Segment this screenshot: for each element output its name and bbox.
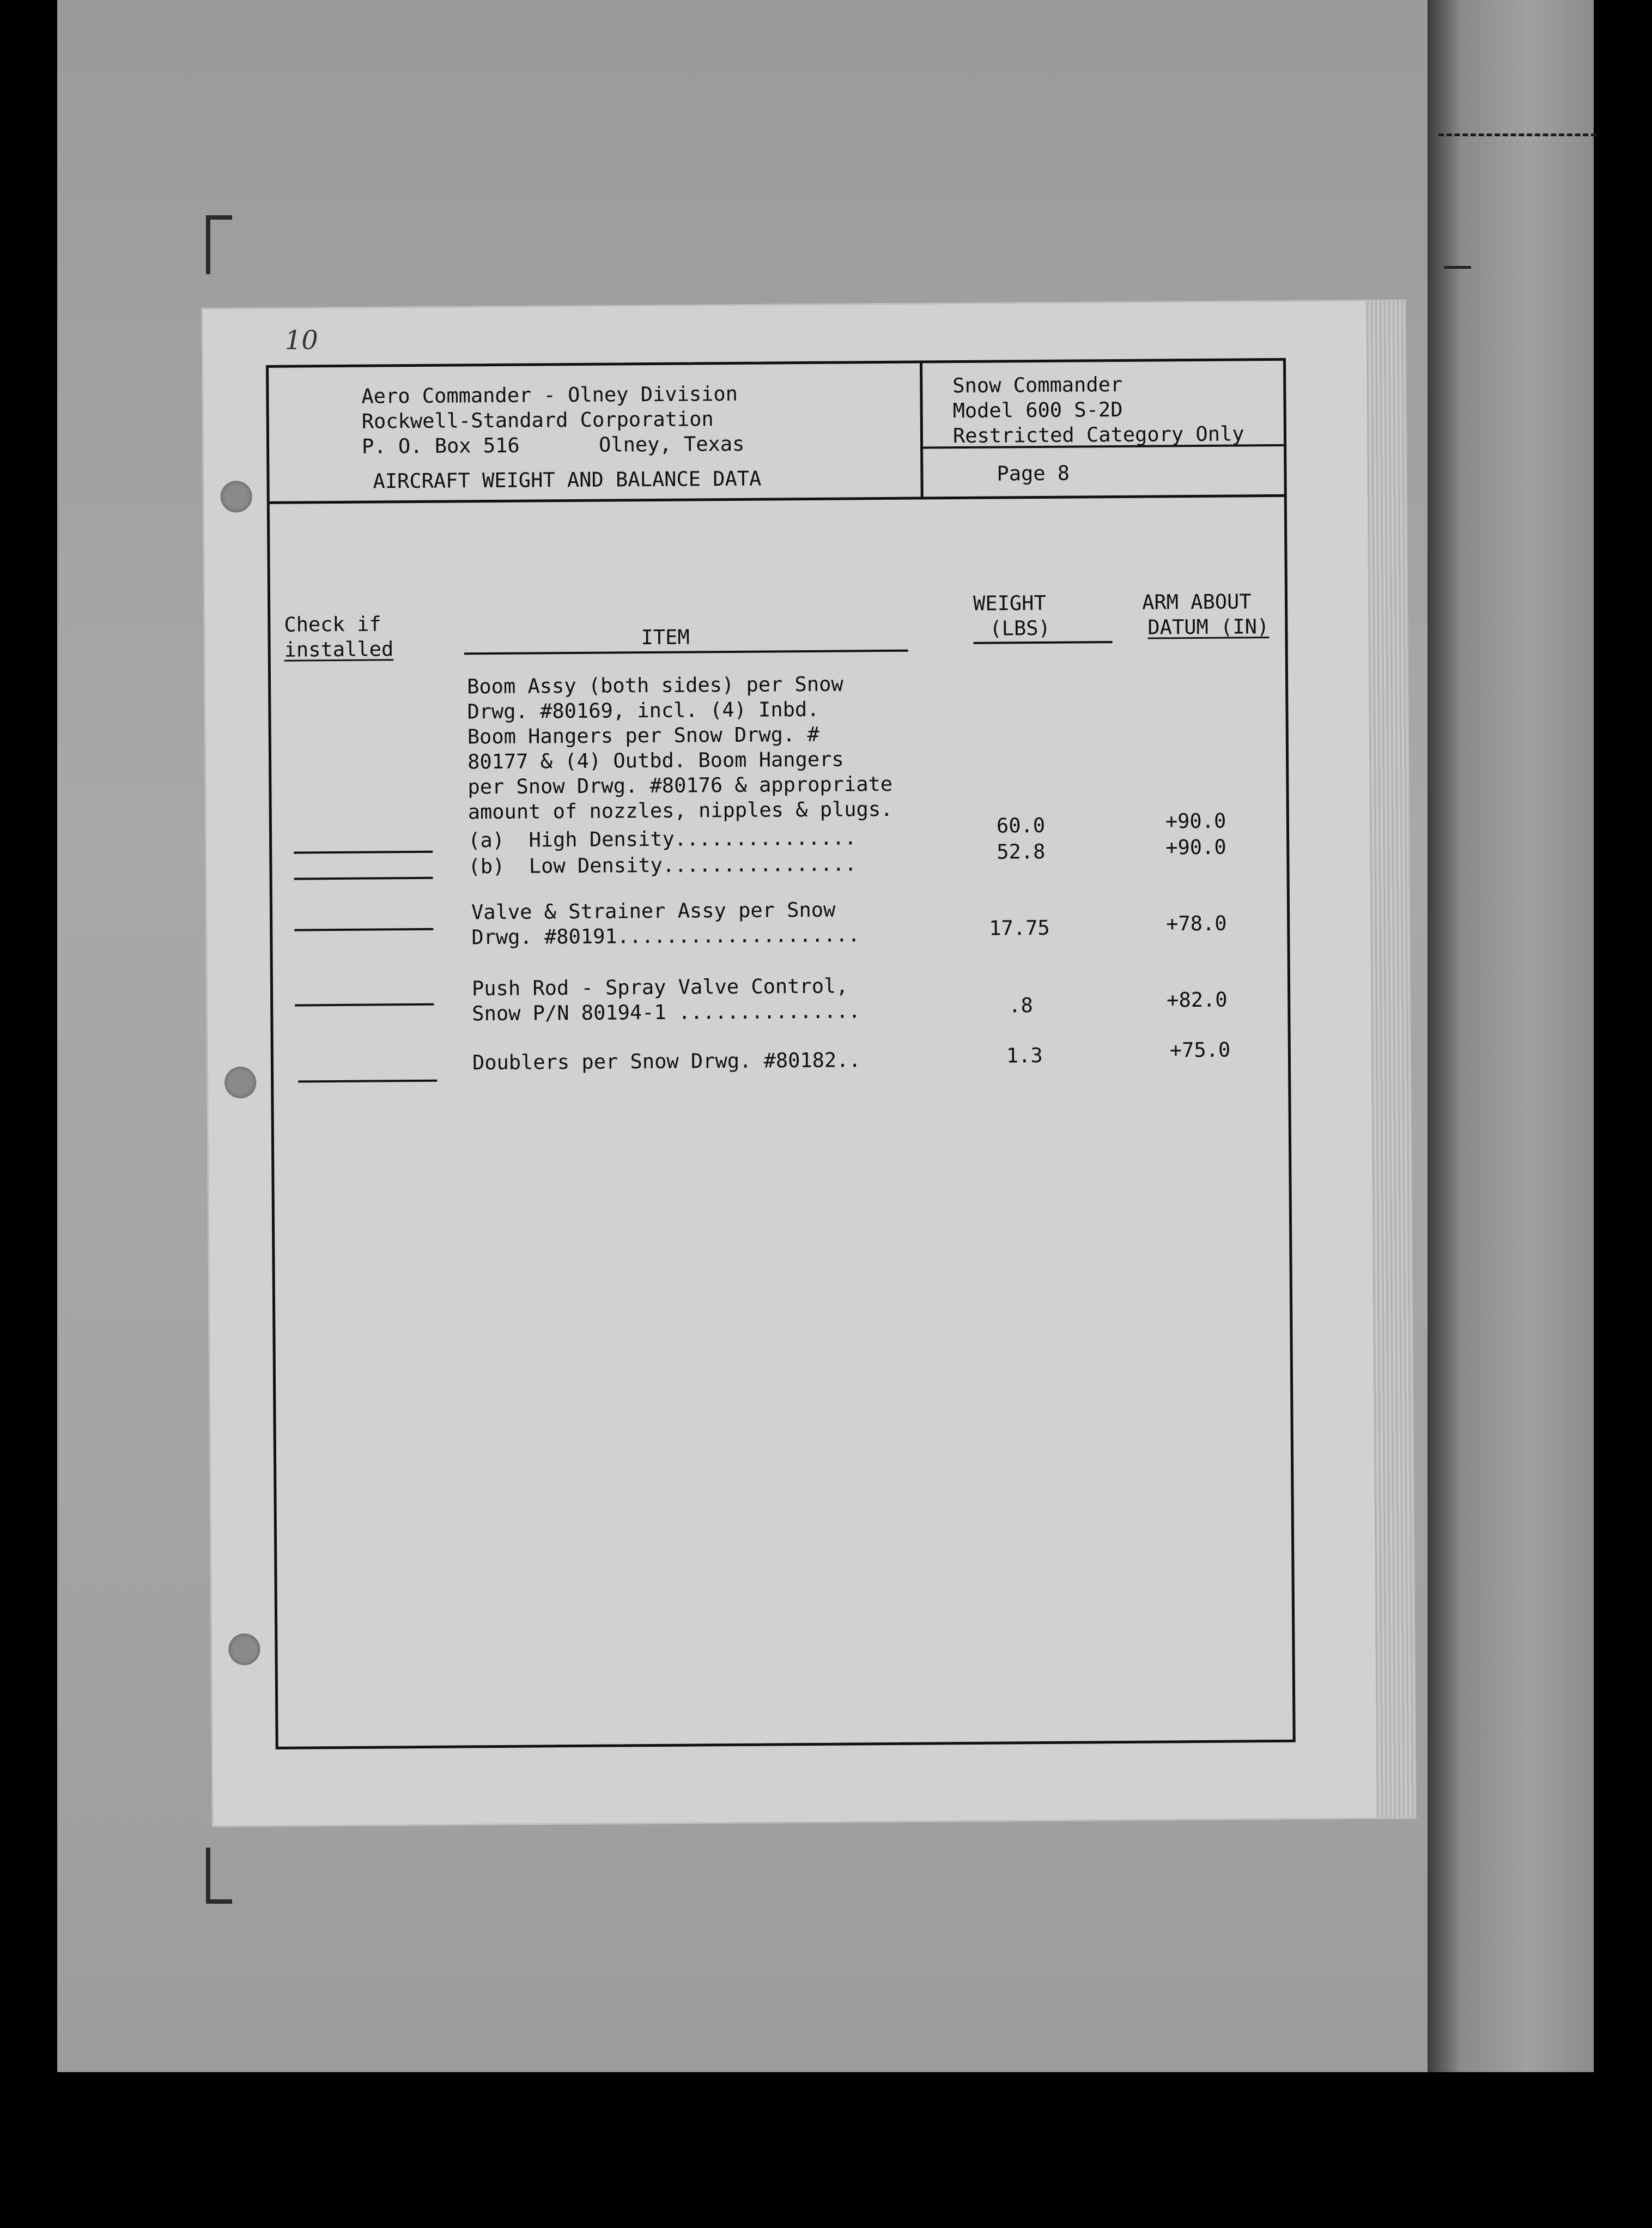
header-divider	[920, 364, 924, 497]
check-header-line2: installed	[284, 637, 394, 662]
product-name: Snow Commander	[952, 372, 1123, 398]
item1b-arm: +90.0	[1165, 835, 1226, 859]
item3-arm: +82.0	[1167, 988, 1228, 1012]
item2-desc-line: Valve & Strainer Assy per Snow	[471, 898, 836, 924]
model-number: Model 600 S-2D	[952, 397, 1123, 423]
company-line2: Rockwell-Standard Corporation	[361, 407, 714, 433]
weight-header-rule	[974, 641, 1113, 644]
item-header-rule	[464, 650, 908, 655]
check-blank-a[interactable]	[294, 851, 433, 854]
item2-desc-line: Drwg. #80191....................	[471, 923, 860, 949]
item1b-weight: 52.8	[997, 839, 1046, 864]
corner-bracket-bottom	[206, 1848, 232, 1904]
punch-hole	[228, 1633, 260, 1665]
page-label: Page 8	[997, 461, 1070, 486]
item3-desc-line: Push Rod - Spray Valve Control,	[471, 974, 848, 1001]
item1-desc-line: 80177 & (4) Outbd. Boom Hangers	[467, 747, 844, 774]
form-frame	[266, 358, 1296, 1749]
item1b-label: (b) Low Density................	[468, 852, 857, 879]
item1-desc-line: Boom Hangers per Snow Drwg. #	[467, 722, 819, 749]
company-line1: Aero Commander - Olney Division	[361, 382, 738, 408]
arm-header-line1: ARM ABOUT	[1141, 590, 1252, 614]
edge-tick-mark	[1444, 266, 1471, 269]
item1-desc-line: amount of nozzles, nipples & plugs.	[467, 797, 893, 824]
corner-bracket-top	[206, 215, 232, 274]
check-blank-pushrod[interactable]	[295, 1003, 434, 1007]
header-rule	[270, 494, 1284, 504]
check-blank-doublers[interactable]	[298, 1080, 437, 1083]
check-blank-b[interactable]	[294, 877, 433, 880]
item3-desc-line: Snow P/N 80194-1 ...............	[472, 999, 861, 1026]
item1-desc-line: Boom Assy (both sides) per Snow	[467, 672, 843, 699]
weight-header-line2: (LBS)	[989, 616, 1050, 640]
dashed-mark	[1438, 134, 1596, 136]
weight-header-line1: WEIGHT	[973, 591, 1046, 615]
item1a-label: (a) High Density...............	[467, 826, 857, 852]
punch-hole	[221, 481, 252, 512]
arm-header-line2: DATUM (IN)	[1147, 615, 1270, 639]
item1-desc-line: per Snow Drwg. #80176 & appropriate	[467, 772, 893, 799]
item4-desc-line: Doublers per Snow Drwg. #80182..	[472, 1048, 861, 1075]
address-pobox: P. O. Box 516	[361, 433, 520, 458]
item3-weight: .8	[1009, 994, 1033, 1018]
item1a-arm: +90.0	[1165, 809, 1226, 833]
item4-arm: +75.0	[1169, 1038, 1231, 1062]
item1-desc-line: Drwg. #80169, incl. (4) Inbd.	[467, 697, 819, 724]
check-header-line1: Check if	[284, 612, 381, 637]
address-city: Olney, Texas	[598, 432, 745, 457]
category-note: Restricted Category Only	[952, 422, 1244, 448]
form-title: AIRCRAFT WEIGHT AND BALANCE DATA	[373, 467, 762, 493]
item2-weight: 17.75	[989, 916, 1050, 940]
weight-balance-sheet	[203, 301, 1414, 1825]
handwritten-page-number: 10	[284, 325, 318, 356]
item-header: ITEM	[641, 625, 690, 650]
item1a-weight: 60.0	[996, 813, 1046, 838]
right-edge-strip	[1428, 0, 1594, 2072]
item2-arm: +78.0	[1166, 911, 1227, 936]
punch-hole	[224, 1067, 256, 1098]
item4-weight: 1.3	[1006, 1044, 1043, 1068]
check-blank-valve[interactable]	[294, 928, 433, 931]
